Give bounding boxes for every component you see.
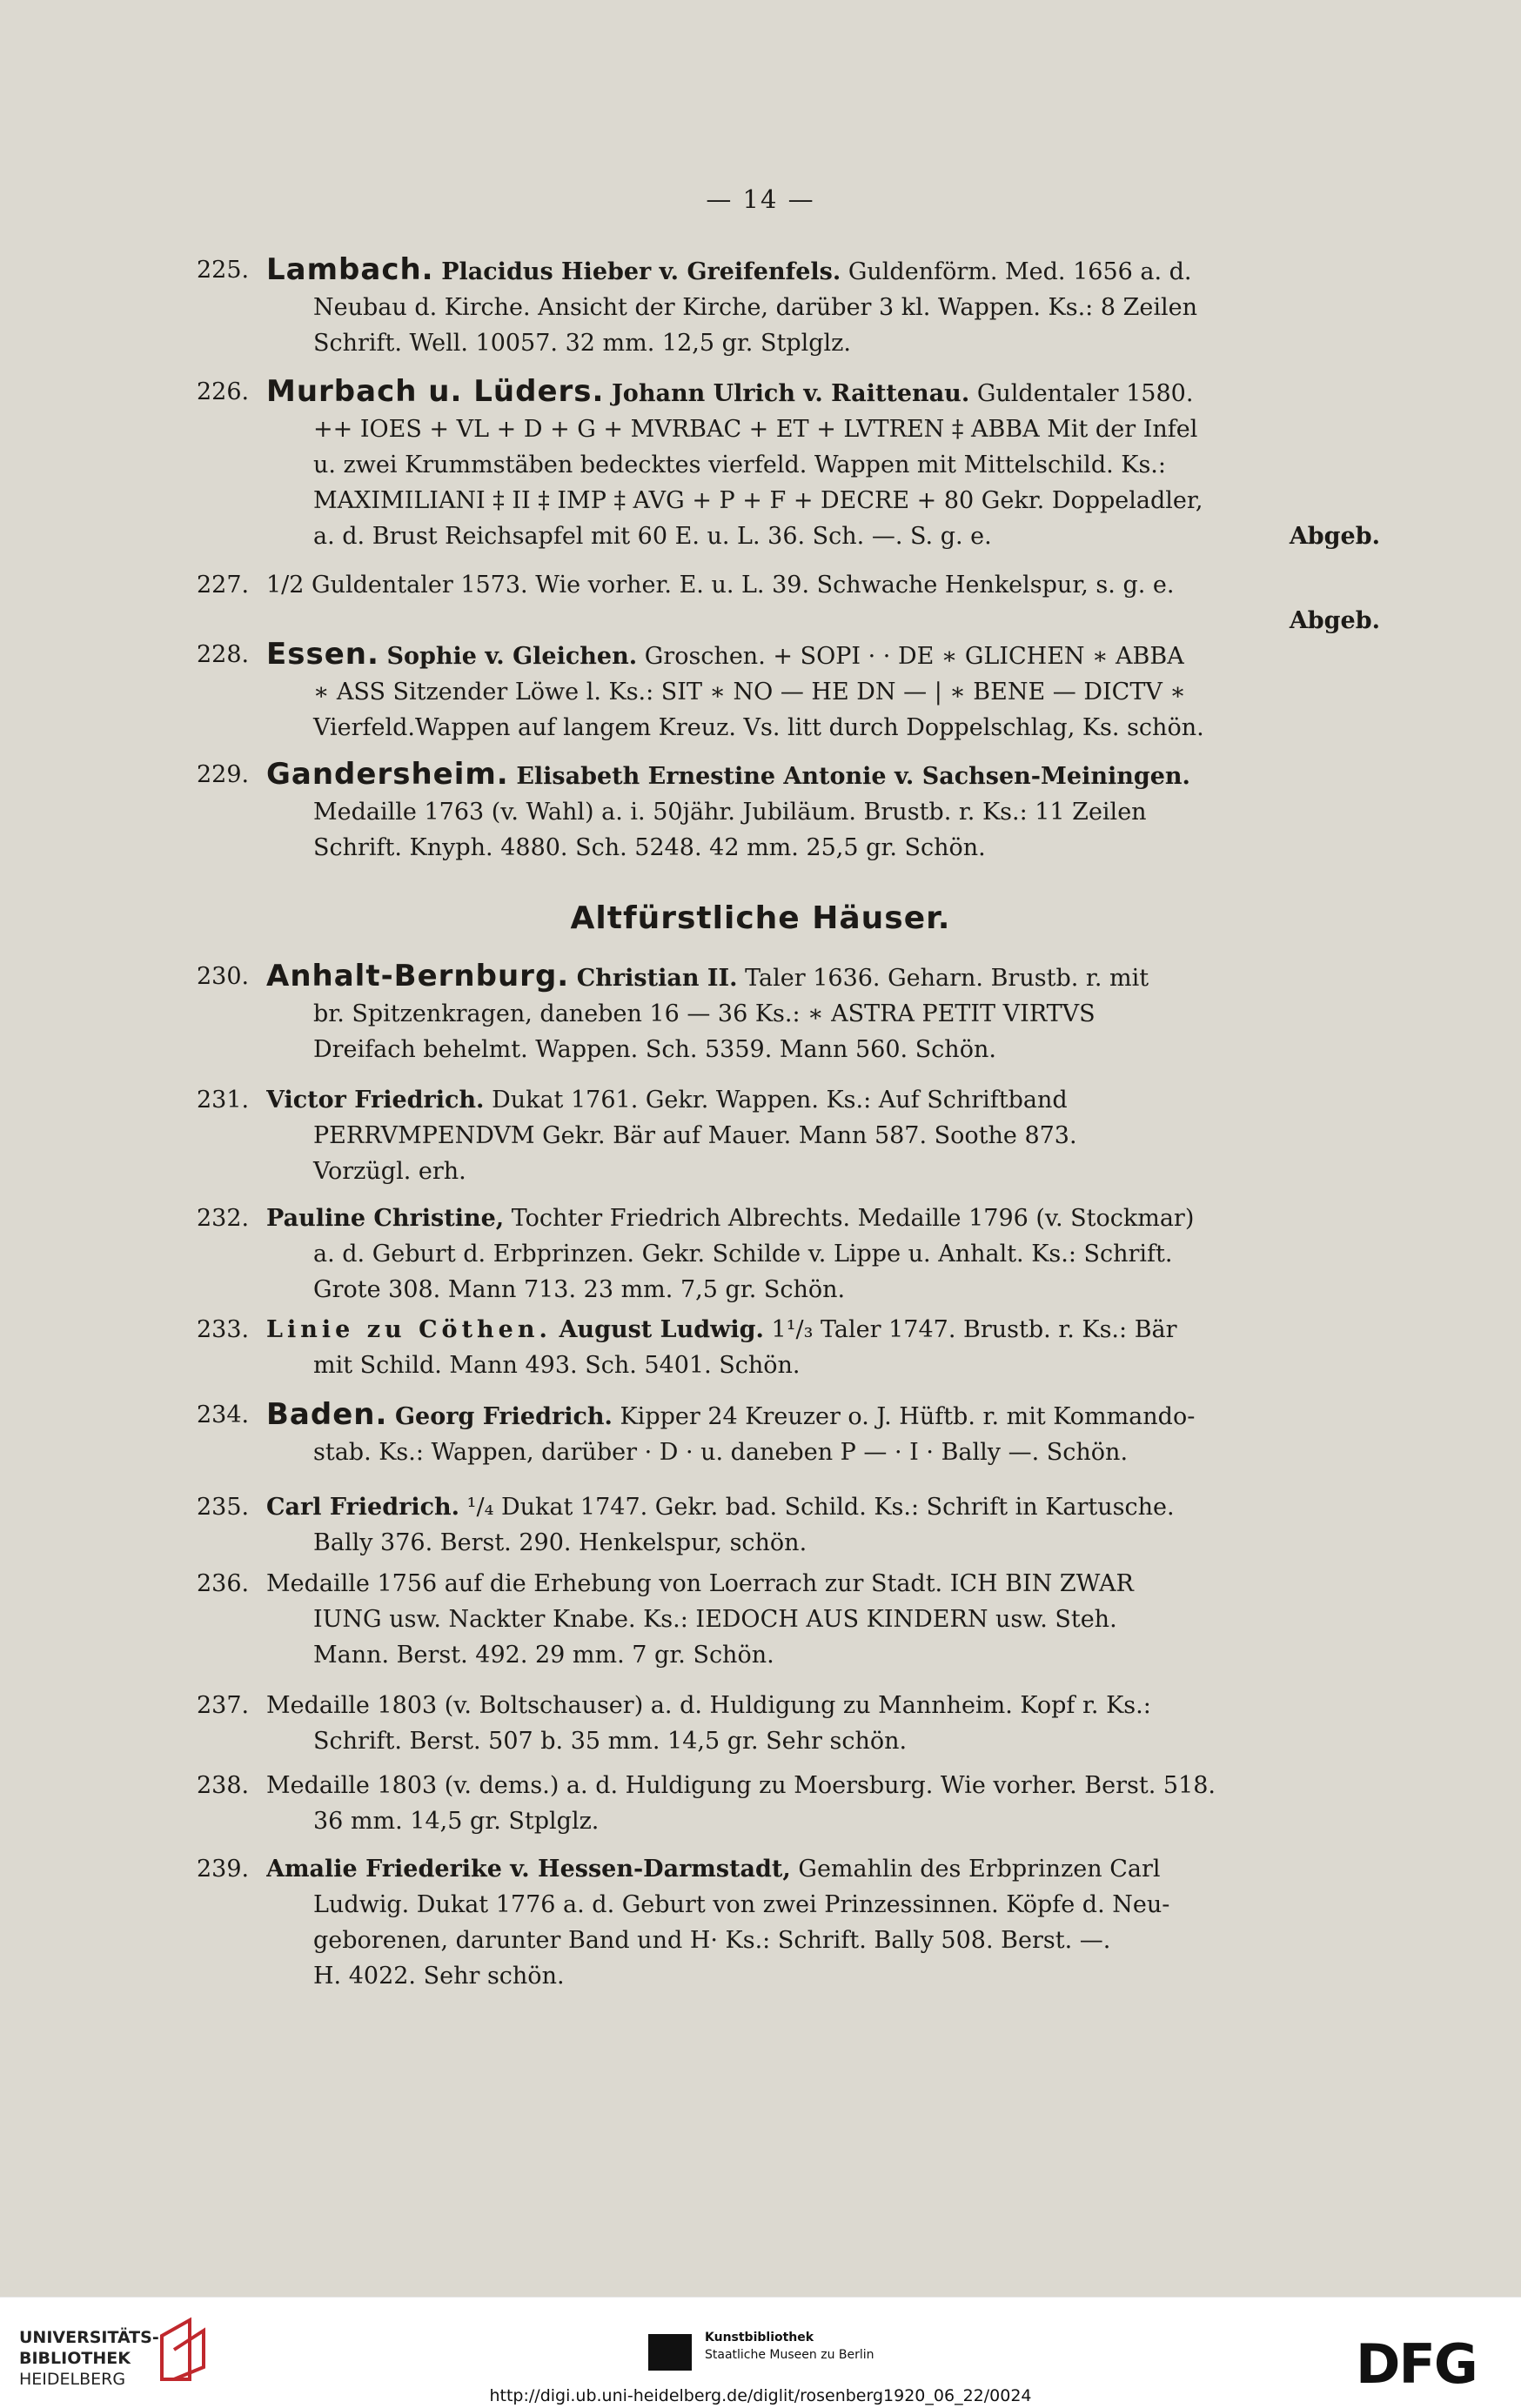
person-name: Christian II. xyxy=(576,965,738,992)
person-name: August Ludwig. xyxy=(559,1316,764,1343)
entry-number: 230. xyxy=(197,963,250,990)
catalog-entry-235: 235. Carl Friedrich. ¹/₄ Dukat 1747. Gekr. bad. Schild. Ks.: Schrift in Kartusche. Bally 376. Berst. 290. Henkelspur, schön. xyxy=(266,1489,1380,1561)
person-name: Sophie v. Gleichen. xyxy=(386,643,638,670)
catalog-entry-233: 233. Linie zu Cöthen. August Ludwig. 1¹/₃ Taler 1747. Brustb. r. Ks.: Bär mit Schild. Mann 493. Sch. 5401. Schön. xyxy=(266,1312,1380,1383)
page-number: — 14 — xyxy=(706,184,815,214)
permalink-url[interactable]: http://digi.ub.uni-heidelberg.de/diglit/rosenberg1920_06_22/0024 xyxy=(489,2386,1032,2405)
catalog-entry-237: 237. Medaille 1803 (v. Boltschauser) a. d. Huldigung zu Mannheim. Kopf r. Ks.: Schrift. Berst. 507 b. 35 mm. 14,5 gr. Sehr schön. xyxy=(266,1688,1380,1759)
line-name: Linie zu Cöthen. xyxy=(266,1316,552,1343)
entry-number: 239. xyxy=(197,1856,250,1883)
person-name: Amalie Friederike v. Hessen-Darmstadt, xyxy=(266,1856,791,1883)
person-name: Placidus Hieber v. Greifenfels. xyxy=(441,258,841,285)
person-name: Victor Friedrich. xyxy=(266,1087,485,1114)
catalog-entry-230: 230. Anhalt-Bernburg. Christian II. Taler 1636. Geharn. Brustb. r. mit br. Spitzenkragen, daneben 16 — 36 Ks.: ∗ ASTRA PETIT VIRTVS Dreifach behelmt. Wappen. Sch. 5359. Mann 560. Schön. xyxy=(197,959,1149,1063)
person-name: Elisabeth Ernestine Antonie v. Sachsen-Meiningen. xyxy=(516,763,1190,790)
entry-number: 228. xyxy=(197,641,250,668)
entry-number: 226. xyxy=(197,378,250,405)
entry-number: 234. xyxy=(197,1401,250,1428)
place-name: Murbach u. Lüders. xyxy=(266,374,605,409)
catalog-entry-232: 232. Pauline Christine, Tochter Friedrich Albrechts. Medaille 1796 (v. Stockmar) a. d. Geburt d. Erbprinzen. Gekr. Schilde v. Lippe u. Anhalt. Ks.: Schrift. Grote 308. Mann 713. 23 mm. 7,5 gr. Schön. xyxy=(266,1201,1380,1308)
digitization-footer xyxy=(0,2297,1521,2408)
entry-number: 227. xyxy=(197,572,250,599)
catalog-entry-227: 227. 1/2 Guldentaler 1573. Wie vorher. E. u. L. 39. Schwache Henkelspur, s. g. e. Abgeb. xyxy=(266,567,1380,639)
entry-number: 236. xyxy=(197,1570,250,1597)
catalog-entry-229: 229. Gandersheim. Elisabeth Ernestine Antonie v. Sachsen-Meiningen. Medaille 1763 (v. Wahl) a. i. 50jähr. Jubiläum. Brustb. r. Ks.: 11 Zeilen Schrift. Knyph. 4880. Sch. 5248. 42 mm. 25,5 gr. Schön. xyxy=(197,757,1190,861)
entry-number: 229. xyxy=(197,761,250,788)
kunstbibliothek-logo-text[interactable]: Kunstbibliothek Staatliche Museen zu Berlin xyxy=(705,2331,874,2362)
person-name: Pauline Christine, xyxy=(266,1205,505,1232)
place-name: Essen. xyxy=(266,637,379,672)
condition-tag: Abgeb. xyxy=(1289,523,1380,550)
person-name: Johann Ulrich v. Raittenau. xyxy=(612,380,970,407)
kunstbibliothek-logo-icon[interactable] xyxy=(648,2334,692,2371)
entry-number: 235. xyxy=(197,1494,250,1521)
place-name: Lambach. xyxy=(266,252,434,287)
ub-heidelberg-logo-icon[interactable] xyxy=(155,2315,211,2385)
catalog-entry-228: 228. Essen. Sophie v. Gleichen. Groschen. + SOPI · · DE ∗ GLICHEN ∗ ABBA ∗ ASS Sitzender Löwe l. Ks.: SIT ∗ NO — HE DN — | ∗ BENE — DICTV ∗ Vierfeld.Wappen auf langem Kreuz. Vs. litt durch Doppelschlag, Ks. schön. xyxy=(197,637,1204,741)
entry-number: 231. xyxy=(197,1087,250,1114)
entry-number: 233. xyxy=(197,1316,250,1343)
catalog-entry-238: 238. Medaille 1803 (v. dems.) a. d. Huldigung zu Moersburg. Wie vorher. Berst. 518. 36 mm. 14,5 gr. Stplglz. xyxy=(266,1768,1380,1839)
place-name: Gandersheim. xyxy=(266,757,509,792)
ub-heidelberg-logo-text[interactable]: UNIVERSITÄTS- BIBLIOTHEK HEIDELBERG xyxy=(19,2328,159,2389)
catalog-entry-239: 239. Amalie Friederike v. Hessen-Darmstadt, Gemahlin des Erbprinzen Carl Ludwig. Dukat 1776 a. d. Geburt von zwei Prinzessinnen. Köpfe d. Neu- geborenen, darunter Band und H· Ks.: Schrift. Bally 508. Berst. —. H. 4022. Sehr schön. xyxy=(266,1851,1380,1994)
entry-number: 232. xyxy=(197,1205,250,1232)
place-name: Anhalt-Bernburg. xyxy=(266,959,570,993)
person-name: Georg Friedrich. xyxy=(394,1403,613,1430)
condition-tag: Abgeb. xyxy=(1289,607,1380,634)
entry-number: 225. xyxy=(197,257,250,284)
place-name: Baden. xyxy=(266,1397,388,1432)
catalog-entry-226: 226. Murbach u. Lüders. Johann Ulrich v. Raittenau. Guldentaler 1580. ++ IOES + VL + D + G + MVRBAC + ET + LVTREN ‡ ABBA Mit der Infel u. zwei Krummstäben bedecktes vierfeld. Wappen mit Mittelschild. Ks.: MAXIMILIANI ‡ II ‡ IMP ‡ AVG + P + F + DECRE + 80 Gekr. Doppeladler, a. d. Brust Reichsapfel mit 60 E. u. L. 36. Sch. —. S. g. e. Abgeb. xyxy=(266,374,1380,554)
dfg-logo[interactable]: DFG xyxy=(1356,2332,1477,2396)
catalog-entry-225: 225. Lambach. Placidus Hieber v. Greifenfels. Guldenförm. Med. 1656 a. d. Neubau d. Kirche. Ansicht der Kirche, darüber 3 kl. Wappen. Ks.: 8 Zeilen Schrift. Well. 10057. 32 mm. 12,5 gr. Stplglz. xyxy=(197,252,1197,357)
person-name: Carl Friedrich. xyxy=(266,1494,460,1521)
catalog-entry-234: 234. Baden. Georg Friedrich. Kipper 24 Kreuzer o. J. Hüftb. r. mit Kommando- stab. Ks.: Wappen, darüber · D · u. daneben P — · I · Bally —. Schön. xyxy=(197,1397,1196,1466)
section-heading: Altfürstliche Häuser. xyxy=(570,900,951,936)
catalog-entry-231: 231. Victor Friedrich. Dukat 1761. Gekr. Wappen. Ks.: Auf Schriftband PERRVMPENDVM Gekr. Bär auf Mauer. Mann 587. Soothe 873. Vorzügl. erh. xyxy=(266,1082,1380,1189)
catalog-entry-236: 236. Medaille 1756 auf die Erhebung von Loerrach zur Stadt. ICH BIN ZWAR IUNG usw. Nackter Knabe. Ks.: IEDOCH AUS KINDERN usw. Steh. Mann. Berst. 492. 29 mm. 7 gr. Schön. xyxy=(266,1566,1380,1673)
entry-number: 237. xyxy=(197,1692,250,1719)
entry-number: 238. xyxy=(197,1772,250,1799)
